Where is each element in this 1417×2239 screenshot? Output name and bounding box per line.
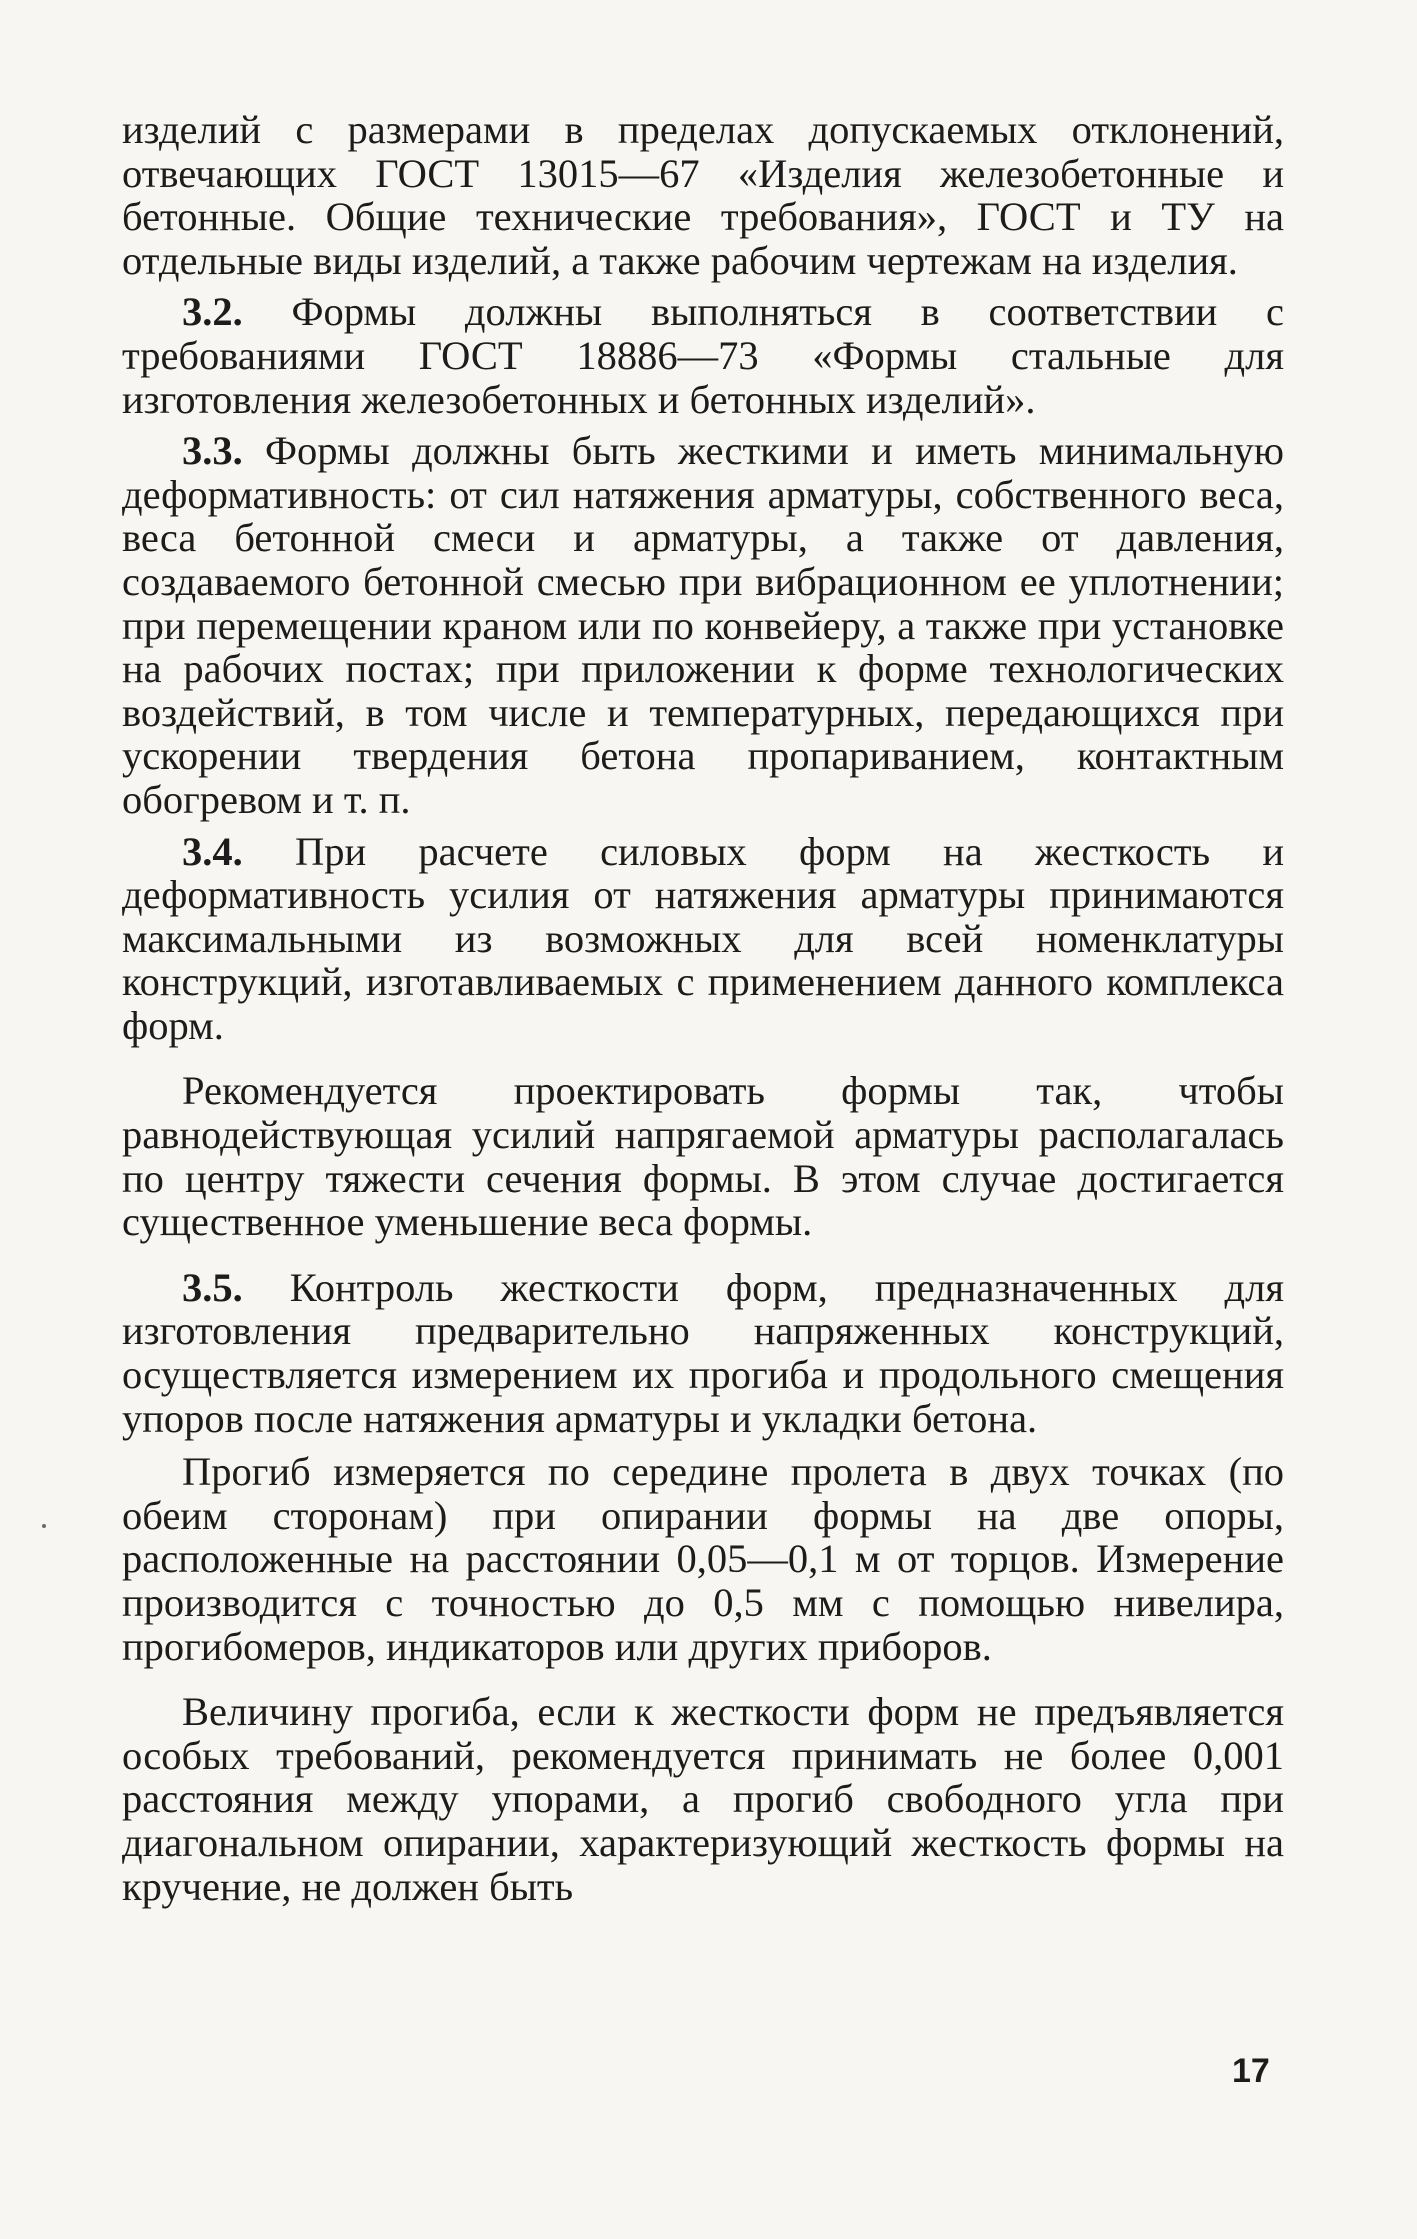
paragraph-deflection-measurement [122, 1450, 1284, 1668]
clause-number: 3.4. [182, 828, 243, 874]
clause-3-2 [122, 290, 1284, 421]
paragraph-text: изделий с размерами в пределах допускаемых отклонений, отвечающих ГОСТ 13015—67 «Изделия железобетонные и бетонные. Общие технические требования», ГОСТ и ТУ на отдельные виды изделий, а также рабочим чертежам на изделия. [122, 107, 1284, 283]
page-text [122, 108, 1284, 1908]
paragraph-recommendation [122, 1069, 1284, 1243]
paragraph-text: Величину прогиба, если к жесткости форм не предъявляется особых требований, рекомендуется принимать не более 0,001 расстояния между упорами, а прогиб свободного угла при диагональном опирании, характеризующий жесткость формы на кручение, не должен быть [122, 1689, 1284, 1909]
clause-text: Формы должны выполняться в соответствии с требованиями ГОСТ 18886—73 «Формы стальные для изготовления железобетонных и бетонных изделий». [122, 289, 1285, 422]
paragraph-text: Рекомендуется проектировать формы так, чтобы равнодействующая усилий напрягаемой арматуры располагалась по центру тяжести сечения формы. В этом случае достигается существенное уменьшение веса формы. [122, 1068, 1284, 1245]
clause-number: 3.5. [182, 1264, 243, 1310]
paragraph-continuation [122, 108, 1284, 282]
clause-3-3 [122, 429, 1284, 821]
clause-3-5 [122, 1266, 1284, 1440]
clause-text: Контроль жесткости форм, предназначенных для изготовления предварительно напряженных конструкций, осуществляется измерением их прогиба и продольного смещения упоров после натяжения арматуры и укладки бетона. [122, 1264, 1285, 1441]
clause-text: Формы должны быть жесткими и иметь минимальную деформативность: от сил натяжения арматуры, собственного веса, веса бетонной смеси и арматуры, а также от давления, создаваемого бетонной смесью при вибрационном ее уплотнении; при перемещении краном или по конвейеру, а также при установке на рабочих постах; при приложении к форме технологических воздействий, в том числе и температурных, передающихся при ускорении твердения бетона пропариванием, контактным обогревом и т. п. [122, 428, 1285, 822]
clause-3-4 [122, 830, 1284, 1048]
scan-speck [42, 1524, 46, 1528]
paragraph-text: Прогиб измеряется по середине пролета в двух точках (по обеим сторонам) при опирании формы на две опоры, расположенные на расстоянии 0,05—0,1 м от торцов. Измерение производится с точностью до 0,5 мм с помощью нивелира, прогибомеров, индикаторов или других приборов. [122, 1449, 1284, 1669]
paragraph-deflection-value [122, 1690, 1284, 1908]
clause-text: При расчете силовых форм на жесткость и деформативность усилия от натяжения арматуры принимаются максимальными из возможных для всей номенклатуры конструкций, изготавливаемых с применением данного комплекса форм. [122, 828, 1284, 1048]
clause-number: 3.3. [182, 428, 243, 474]
page-number: 17 [1232, 2052, 1270, 2090]
clause-number: 3.2. [182, 289, 243, 335]
